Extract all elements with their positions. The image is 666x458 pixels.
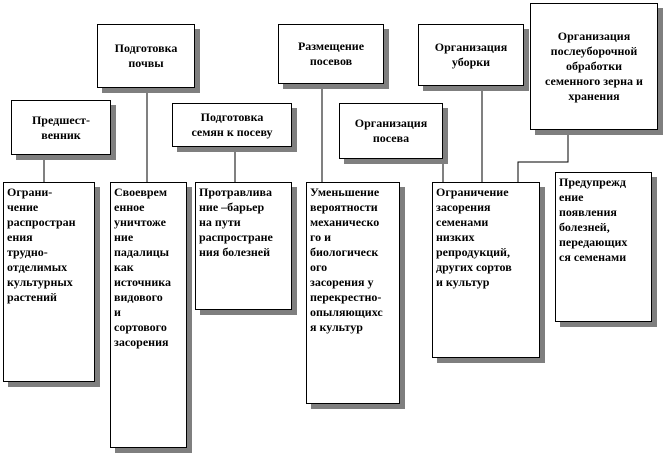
detail-seed-preparation: Протравлива ние –барьер на пути распростране ния болезней [195,182,292,310]
detail-post-harvest-organization: Предупрежд ение появления болезней, передающих ся семенами [555,172,652,322]
header-predecessor: Предшест- венник [11,100,111,155]
connector-sowing [427,162,443,182]
header-soil-preparation: Подготовка почвы [97,24,195,88]
header-sowing-organization: Организация посева [339,103,443,159]
detail-harvest-organization: Ограничение засорения семенами низких репродукций, других сортов и культур [432,182,540,358]
detail-crop-placement: Уменьшение вероятности механическо го и биологическ ого засорения у перекрестно- опыляющихс я культур [306,182,400,404]
detail-soil-preparation: Своеврем енное уничтоже ние падалицы как источника видового и сортового засорения [110,182,187,448]
detail-predecessor: Ограни- чение распростран ения трудно- отделимых культурных растений [3,182,95,382]
header-harvest-organization: Организация уборки [418,24,524,86]
header-seed-preparation: Подготовка семян к посеву [172,103,292,147]
header-crop-placement: Размещение посевов [278,24,384,84]
header-post-harvest-organization: Организация послеуборочной обработки семенного зерна и хранения [530,3,658,130]
